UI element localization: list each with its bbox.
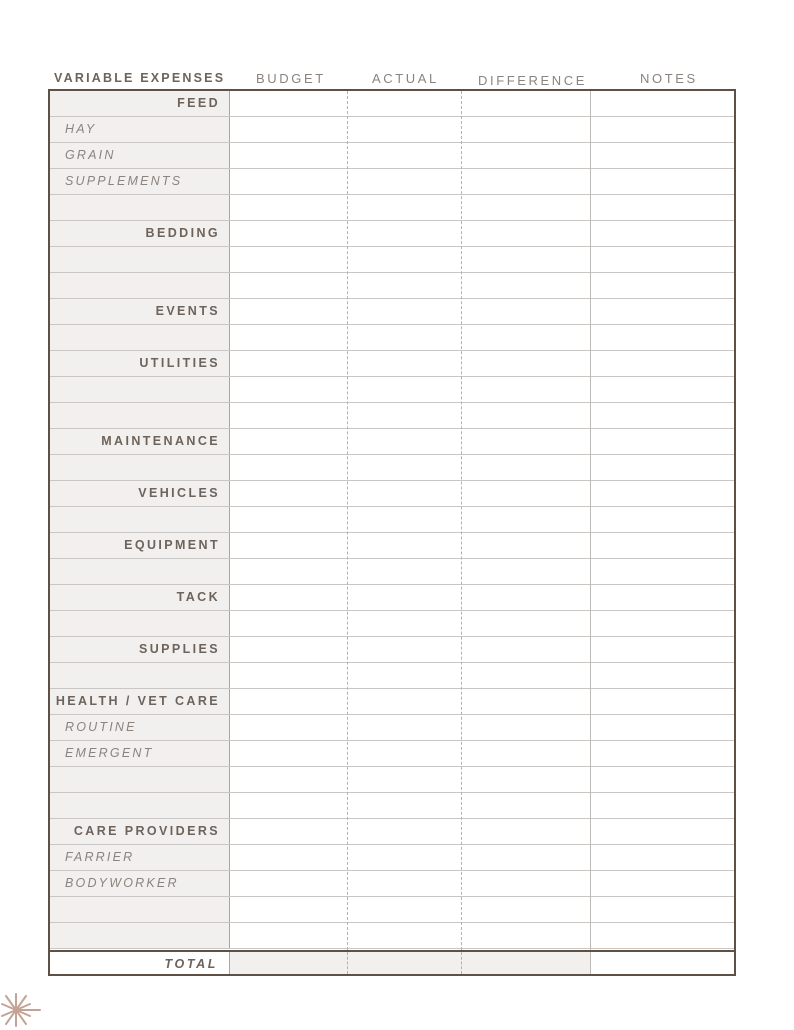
notes-cell[interactable]: [590, 429, 734, 454]
budget-cell[interactable]: [230, 143, 347, 168]
column-divider-actual: [347, 91, 348, 950]
notes-cell[interactable]: [590, 585, 734, 610]
difference-cell[interactable]: [461, 481, 590, 506]
table-row: [50, 169, 734, 195]
subcategory-label: GRAIN: [50, 143, 230, 168]
difference-cell[interactable]: [461, 507, 590, 532]
table-row: [50, 689, 734, 715]
table-row: [50, 871, 734, 897]
budget-cell[interactable]: [230, 195, 347, 220]
total-difference-cell[interactable]: [461, 952, 590, 974]
actual-cell[interactable]: [347, 299, 461, 324]
budget-cell[interactable]: [230, 481, 347, 506]
budget-cell[interactable]: [230, 117, 347, 142]
notes-cell[interactable]: [590, 819, 734, 844]
notes-cell[interactable]: [590, 689, 734, 714]
difference-cell[interactable]: [461, 897, 590, 922]
budget-cell[interactable]: [230, 741, 347, 766]
notes-cell[interactable]: [590, 195, 734, 220]
notes-cell[interactable]: [590, 273, 734, 298]
notes-cell[interactable]: [590, 325, 734, 350]
actual-cell[interactable]: [347, 351, 461, 376]
actual-cell[interactable]: [347, 741, 461, 766]
table-row: [50, 455, 734, 481]
total-actual-cell[interactable]: [347, 952, 461, 974]
total-label: TOTAL: [50, 952, 230, 974]
category-label: HEALTH / VET CARE: [50, 689, 230, 714]
notes-cell[interactable]: [590, 351, 734, 376]
difference-cell[interactable]: [461, 663, 590, 688]
blank-label-cell[interactable]: [50, 897, 230, 922]
budget-cell[interactable]: [230, 845, 347, 870]
notes-cell[interactable]: [590, 871, 734, 896]
notes-cell[interactable]: [590, 845, 734, 870]
blank-label-cell[interactable]: [50, 273, 230, 298]
table-row: [50, 299, 734, 325]
difference-cell[interactable]: [461, 767, 590, 792]
difference-cell[interactable]: [461, 923, 590, 948]
table-row: [50, 559, 734, 585]
blank-label-cell[interactable]: [50, 195, 230, 220]
budget-cell[interactable]: [230, 767, 347, 792]
budget-cell[interactable]: [230, 637, 347, 662]
category-label: BEDDING: [50, 221, 230, 246]
difference-cell[interactable]: [461, 117, 590, 142]
actual-cell[interactable]: [347, 429, 461, 454]
subcategory-label: ROUTINE: [50, 715, 230, 740]
blank-label-cell[interactable]: [50, 325, 230, 350]
actual-cell[interactable]: [347, 247, 461, 272]
difference-cell[interactable]: [461, 91, 590, 116]
difference-cell[interactable]: [461, 793, 590, 818]
budget-cell[interactable]: [230, 455, 347, 480]
table-row: [50, 221, 734, 247]
header-actual: ACTUAL: [372, 71, 439, 86]
table-row: [50, 819, 734, 845]
budget-cell[interactable]: [230, 923, 347, 948]
notes-cell[interactable]: [590, 611, 734, 636]
notes-cell[interactable]: [590, 897, 734, 922]
blank-label-cell[interactable]: [50, 507, 230, 532]
notes-cell[interactable]: [590, 377, 734, 402]
actual-cell[interactable]: [347, 897, 461, 922]
difference-cell[interactable]: [461, 741, 590, 766]
budget-cell[interactable]: [230, 377, 347, 402]
table-row: [50, 715, 734, 741]
notes-cell[interactable]: [590, 637, 734, 662]
difference-cell[interactable]: [461, 637, 590, 662]
difference-cell[interactable]: [461, 377, 590, 402]
actual-cell[interactable]: [347, 533, 461, 558]
actual-cell[interactable]: [347, 325, 461, 350]
budget-cell[interactable]: [230, 247, 347, 272]
difference-cell[interactable]: [461, 299, 590, 324]
actual-cell[interactable]: [347, 195, 461, 220]
actual-cell[interactable]: [347, 91, 461, 116]
budget-cell[interactable]: [230, 533, 347, 558]
notes-cell[interactable]: [590, 559, 734, 584]
actual-cell[interactable]: [347, 689, 461, 714]
actual-cell[interactable]: [347, 715, 461, 740]
table-row: [50, 637, 734, 663]
table-row: [50, 273, 734, 299]
actual-cell[interactable]: [347, 507, 461, 532]
table-row: [50, 377, 734, 403]
difference-cell[interactable]: [461, 533, 590, 558]
actual-cell[interactable]: [347, 221, 461, 246]
category-label: FEED: [50, 91, 230, 116]
actual-cell[interactable]: [347, 481, 461, 506]
notes-cell[interactable]: [590, 91, 734, 116]
category-label: EQUIPMENT: [50, 533, 230, 558]
difference-cell[interactable]: [461, 819, 590, 844]
table-row: [50, 793, 734, 819]
notes-cell[interactable]: [590, 221, 734, 246]
budget-cell[interactable]: [230, 429, 347, 454]
budget-cell[interactable]: [230, 273, 347, 298]
budget-cell[interactable]: [230, 793, 347, 818]
column-divider-difference: [461, 91, 462, 950]
actual-cell[interactable]: [347, 455, 461, 480]
total-row: [50, 950, 734, 974]
notes-cell[interactable]: [590, 741, 734, 766]
category-label: EVENTS: [50, 299, 230, 324]
budget-cell[interactable]: [230, 663, 347, 688]
table-row: [50, 429, 734, 455]
table-row: [50, 325, 734, 351]
actual-cell[interactable]: [347, 767, 461, 792]
blank-label-cell[interactable]: [50, 793, 230, 818]
difference-cell[interactable]: [461, 845, 590, 870]
notes-cell[interactable]: [590, 169, 734, 194]
notes-cell[interactable]: [590, 299, 734, 324]
table-row: [50, 195, 734, 221]
notes-cell[interactable]: [590, 143, 734, 168]
table-row: [50, 351, 734, 377]
actual-cell[interactable]: [347, 793, 461, 818]
subcategory-label: FARRIER: [50, 845, 230, 870]
notes-cell[interactable]: [590, 455, 734, 480]
difference-cell[interactable]: [461, 715, 590, 740]
difference-cell[interactable]: [461, 455, 590, 480]
blank-label-cell[interactable]: [50, 403, 230, 428]
budget-cell[interactable]: [230, 689, 347, 714]
table-row: [50, 741, 734, 767]
subcategory-label: HAY: [50, 117, 230, 142]
budget-cell[interactable]: [230, 819, 347, 844]
table-row: [50, 611, 734, 637]
budget-cell[interactable]: [230, 351, 347, 376]
notes-cell[interactable]: [590, 507, 734, 532]
budget-cell[interactable]: [230, 611, 347, 636]
table-row: [50, 91, 734, 117]
difference-cell[interactable]: [461, 585, 590, 610]
blank-label-cell[interactable]: [50, 559, 230, 584]
blank-label-cell[interactable]: [50, 923, 230, 948]
notes-cell[interactable]: [590, 715, 734, 740]
notes-cell[interactable]: [590, 793, 734, 818]
table-row: [50, 143, 734, 169]
blank-label-cell[interactable]: [50, 247, 230, 272]
actual-cell[interactable]: [347, 871, 461, 896]
expense-table: [48, 89, 736, 976]
subcategory-label: BODYWORKER: [50, 871, 230, 896]
category-label: MAINTENANCE: [50, 429, 230, 454]
category-label: SUPPLIES: [50, 637, 230, 662]
blank-label-cell[interactable]: [50, 663, 230, 688]
budget-cell[interactable]: [230, 871, 347, 896]
notes-cell[interactable]: [590, 767, 734, 792]
blank-label-cell[interactable]: [50, 377, 230, 402]
header-budget: BUDGET: [256, 71, 326, 86]
actual-cell[interactable]: [347, 923, 461, 948]
actual-cell[interactable]: [347, 169, 461, 194]
budget-cell[interactable]: [230, 403, 347, 428]
table-row: [50, 585, 734, 611]
notes-cell[interactable]: [590, 481, 734, 506]
subcategory-label: SUPPLEMENTS: [50, 169, 230, 194]
subcategory-label: EMERGENT: [50, 741, 230, 766]
actual-cell[interactable]: [347, 845, 461, 870]
table-row: [50, 533, 734, 559]
table-row: [50, 507, 734, 533]
difference-cell[interactable]: [461, 689, 590, 714]
table-row: [50, 247, 734, 273]
category-label: UTILITIES: [50, 351, 230, 376]
table-row: [50, 117, 734, 143]
difference-cell[interactable]: [461, 559, 590, 584]
header-variable-expenses: VARIABLE EXPENSES: [54, 71, 226, 85]
actual-cell[interactable]: [347, 585, 461, 610]
total-budget-cell[interactable]: [230, 952, 347, 974]
column-divider-notes: [590, 91, 591, 950]
difference-cell[interactable]: [461, 273, 590, 298]
table-row: [50, 481, 734, 507]
budget-cell[interactable]: [230, 325, 347, 350]
table-row: [50, 897, 734, 923]
budget-cell[interactable]: [230, 507, 347, 532]
budget-cell[interactable]: [230, 559, 347, 584]
blank-label-cell[interactable]: [50, 455, 230, 480]
actual-cell[interactable]: [347, 663, 461, 688]
total-notes-cell[interactable]: [590, 952, 734, 974]
category-label: CARE PROVIDERS: [50, 819, 230, 844]
difference-cell[interactable]: [461, 195, 590, 220]
difference-cell[interactable]: [461, 351, 590, 376]
actual-cell[interactable]: [347, 377, 461, 402]
notes-cell[interactable]: [590, 117, 734, 142]
table-row: [50, 923, 734, 949]
actual-cell[interactable]: [347, 273, 461, 298]
budget-cell[interactable]: [230, 299, 347, 324]
budget-cell[interactable]: [230, 585, 347, 610]
actual-cell[interactable]: [347, 637, 461, 662]
actual-cell[interactable]: [347, 559, 461, 584]
difference-cell[interactable]: [461, 611, 590, 636]
table-row: [50, 663, 734, 689]
table-row: [50, 767, 734, 793]
budget-cell[interactable]: [230, 715, 347, 740]
header-notes: NOTES: [640, 71, 698, 86]
budget-cell[interactable]: [230, 897, 347, 922]
notes-cell[interactable]: [590, 247, 734, 272]
difference-cell[interactable]: [461, 247, 590, 272]
budget-cell[interactable]: [230, 169, 347, 194]
blank-label-cell[interactable]: [50, 767, 230, 792]
actual-cell[interactable]: [347, 117, 461, 142]
blank-label-cell[interactable]: [50, 611, 230, 636]
category-label: TACK: [50, 585, 230, 610]
difference-cell[interactable]: [461, 221, 590, 246]
difference-cell[interactable]: [461, 429, 590, 454]
difference-cell[interactable]: [461, 143, 590, 168]
difference-cell[interactable]: [461, 169, 590, 194]
difference-cell[interactable]: [461, 325, 590, 350]
header-difference: DIFFERENCE: [478, 73, 588, 88]
notes-cell[interactable]: [590, 403, 734, 428]
actual-cell[interactable]: [347, 819, 461, 844]
difference-cell[interactable]: [461, 403, 590, 428]
notes-cell[interactable]: [590, 923, 734, 948]
notes-cell[interactable]: [590, 533, 734, 558]
budget-cell[interactable]: [230, 91, 347, 116]
category-label: VEHICLES: [50, 481, 230, 506]
budget-cell[interactable]: [230, 221, 347, 246]
asterisk-icon: [0, 990, 44, 1030]
actual-cell[interactable]: [347, 611, 461, 636]
notes-cell[interactable]: [590, 663, 734, 688]
table-row: [50, 403, 734, 429]
difference-cell[interactable]: [461, 871, 590, 896]
table-row: [50, 845, 734, 871]
actual-cell[interactable]: [347, 403, 461, 428]
actual-cell[interactable]: [347, 143, 461, 168]
